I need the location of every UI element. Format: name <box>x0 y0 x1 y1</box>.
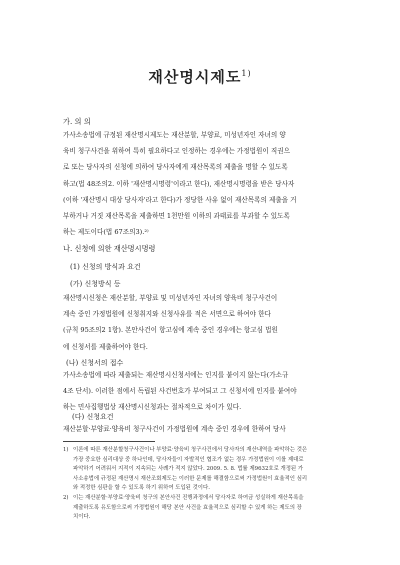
paragraph-line: 4조 단서). 이러한 점에서 독립된 사건번호가 부여되고 그 신청서에 인지를 붙여야 <box>63 387 297 396</box>
paragraph-line: 하는 제도이다(법 67조의3).²⁾ <box>63 228 149 237</box>
footnote-line: 치이다. <box>73 514 91 521</box>
paragraph-line: (규칙 95조의2 1항). 본안사건이 항고심에 계속 중인 경우에는 항고심 법원 <box>63 326 278 335</box>
paragraph-line: (이하 '재산명시 대상 당사자'라고 한다)가 정당한 사유 없이 재산목록의 제출을 거 <box>63 195 297 204</box>
paragraph-line: 재산분할·부양료·양육비 청구사건이 가정법원에 계속 중인 경우에 한하여 당사 <box>63 425 286 433</box>
paragraph-line: 하고(법 48조의2. 이하 '재산명시명령'이라고 한다), 재산명시명령을 받은 당사자 <box>63 179 295 188</box>
footnote-line: 와 적정한 심판을 할 수 있도록 하기 위하여 도입된 것이다. <box>73 485 210 492</box>
footnotes <box>63 446 355 523</box>
footnote-line: 이는 재산분할·부양료·양육비 청구의 본안사건 진행과정에서 당사자로 하여금 성실하게 재산목록을 <box>73 494 304 501</box>
footnote-number: 2) <box>63 494 69 501</box>
paragraph-line: 에 신청서를 제출하여야 한다. <box>63 342 148 351</box>
paragraph-line: 재산명시신청은 재산분할, 부양료 및 미성년자인 자녀의 양육비 청구사건이 <box>63 294 278 302</box>
paragraph-line: 부하거나 거짓 재산목록을 제출하면 1천만원 이하의 과태료를 부과할 수 있도록 <box>63 212 290 221</box>
method-paragraph <box>63 290 353 355</box>
intro-paragraph <box>63 127 353 240</box>
paragraph-line: 계속 중인 가정법원에 신청취지와 신청사유를 적은 서면으로 하여야 한다 <box>63 310 271 319</box>
paragraph-line: 가사소송법에 규정된 재산명시제도는 재산분할, 부양료, 미성년자인 자녀의 양 <box>63 131 286 139</box>
paragraph-line: 육비 청구사건을 위하여 특히 필요하다고 인정하는 경우에는 가정법원이 직권으 <box>63 147 290 156</box>
footnote-line: 파악하기 어려워서 지적이 지속되는 사례가 적지 않았다. 2009. 5. 8. 법률 제9632호로 개정된 가 <box>73 466 304 473</box>
footnote-text <box>73 446 355 494</box>
footnote-line: 이론에 따른 재산분할청구사건이나 부양료·양육비 청구사건에서 당사자의 재산내역을 파악하는 것은 <box>73 447 308 453</box>
title-text: 재산명시제도 <box>148 68 242 86</box>
receipt-paragraph <box>63 367 353 416</box>
page-title <box>0 66 400 87</box>
footnote-line: 제출하도록 유도함으로써 가정법원이 해당 본안 사건을 효율적으로 심리할 수 있게 하는 제도의 장 <box>73 504 302 511</box>
footnote-line: 가장 중요한 심리대상 중 하나인데, 당사자들이 자발적인 협조가 없는 경우 가정법원이 이를 제대로 <box>73 456 304 463</box>
subsection-heading-na: (나) 신청서의 접수 <box>66 359 124 367</box>
section-heading-na: 나. 신청에 의한 재산명시명령 <box>63 244 156 253</box>
subsection-heading-da: (다) 신청요건 <box>72 413 114 421</box>
paragraph-line: 하는 민사집행법상 재산명시신청과는 절차적으로 차이가 있다. <box>63 403 242 412</box>
paragraph-line: 로 또는 당사자의 신청에 의하여 당사자에게 재산목록의 제출을 명할 수 있도록 <box>63 163 288 172</box>
footnote-1 <box>63 446 355 494</box>
paragraph-line: 가사소송법에 따라 제출되는 재산명시신청서에는 인지를 붙이지 않는다(가소규 <box>63 371 289 379</box>
footnote-line: 사소송법에 규정된 재산명시 재산조회제도는 이러한 문제를 해결함으로써 가정법원이 효율적인 심리 <box>73 475 308 482</box>
footnote-number: 1) <box>63 447 69 453</box>
requirement-paragraph <box>63 421 353 437</box>
section-heading-ga: 가. 의 의 <box>63 117 91 126</box>
footnote-text <box>73 494 355 523</box>
footnote-divider <box>63 441 155 442</box>
footnote-2 <box>63 494 355 523</box>
title-footnote-ref: 1) <box>241 69 252 78</box>
subsection-heading-ga: (가) 신청방식 등 <box>70 280 121 288</box>
subsection-heading-1: (1) 신청의 방식과 요건 <box>70 263 141 271</box>
